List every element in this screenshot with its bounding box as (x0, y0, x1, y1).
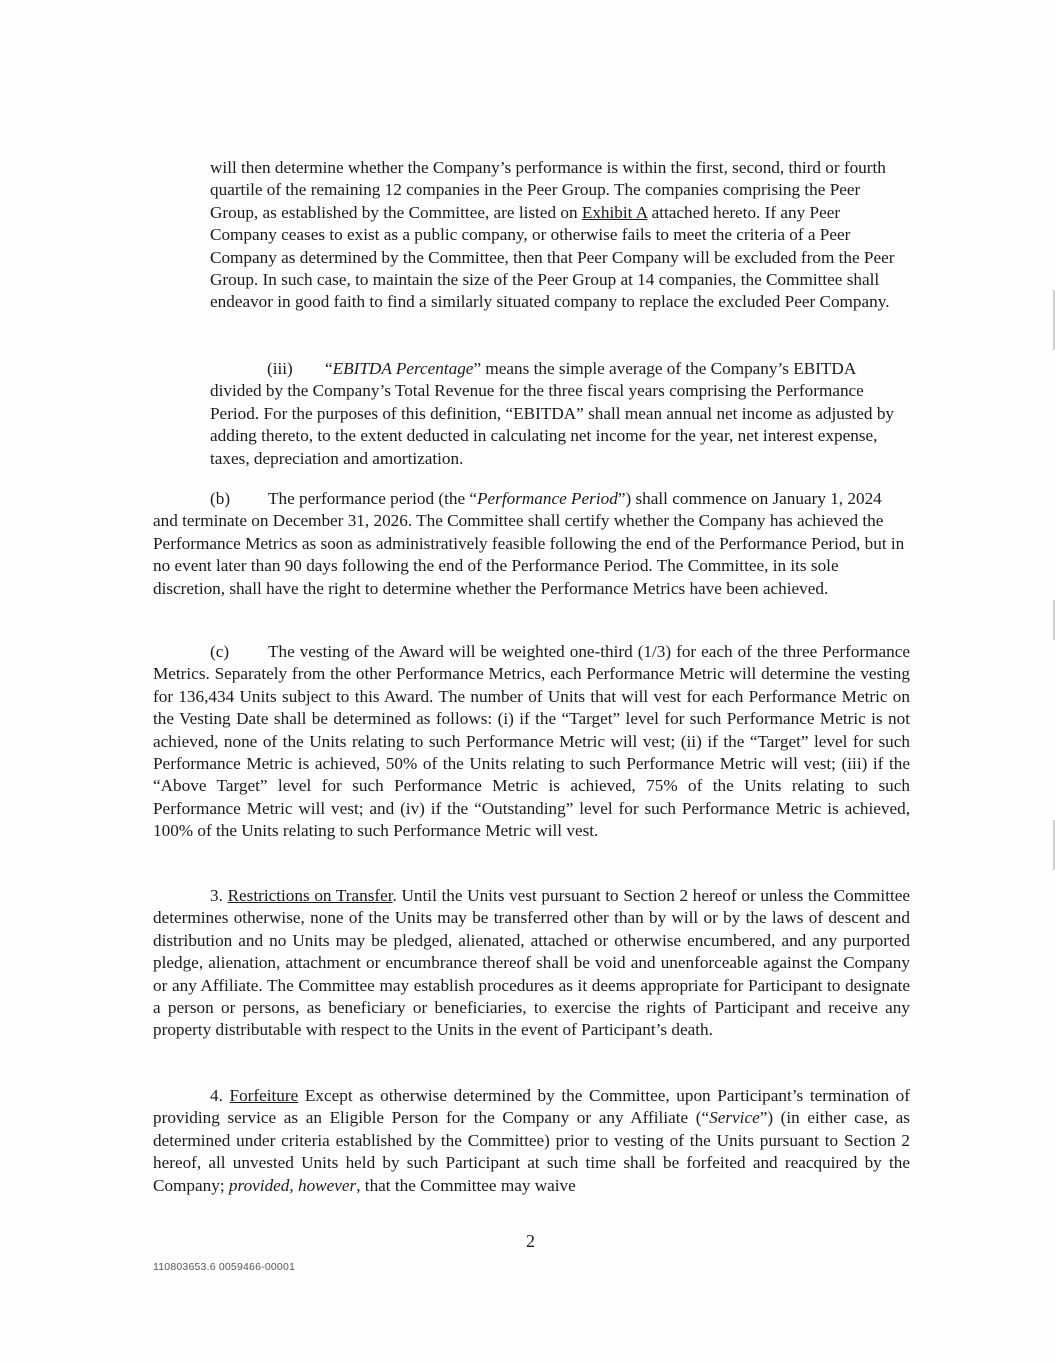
performance-period-text-a: The performance period (the “ (268, 489, 478, 508)
proviso-term: provided, however (228, 1175, 357, 1195)
paragraph-vesting-weighting (153, 641, 910, 843)
section-restrictions-on-transfer (153, 885, 910, 1042)
section-4-text-b: ”) (in either case, as determined under criteria established by the Committee) prior to vesting of the Units pursuant to Section 2 hereof, all unvested Units held by such Participant at such time shall be forfeited and reacquired by the Company; (153, 1108, 910, 1195)
performance-period-text-b: ”) shall commence on January 1, 2024 and terminate on December 31, 2026. The Committee shall certify whether the Company has achieved the Performance Metrics as soon as administratively feasible following the end of the Performance Period, but in no event later than 90 days following the end of the Performance Period. The Committee, in its sole discretion, shall have the right to determine whether the Performance Metrics have been achieved. (153, 489, 905, 598)
vesting-label: (c) (210, 642, 230, 661)
performance-period-term: Performance Period (477, 489, 618, 508)
peer-group-text-b: attached hereto. If any Peer Company ceases to exist as a public company, or otherwise fails to meet the criteria of a Peer Company as determined by the Committee, then that Peer Company will be excluded from the Peer Group. In such case, to maintain the size of the Peer Group at 14 companies, the Committee shall endeavor in good faith to find a similarly situated company to replace the excluded Peer Company. (210, 202, 895, 312)
section-4-heading: Forfeiture (229, 1086, 299, 1105)
section-3-heading: Restrictions on Transfer (227, 886, 393, 905)
ebitda-term-close-quote: ” (473, 359, 482, 378)
paragraph-peer-group (210, 157, 910, 314)
section-4-text-c: , that the Committee may waive (356, 1175, 576, 1195)
paragraph-ebitda-percentage (210, 358, 910, 470)
document-id: 110803653.6 0059466-00001 (153, 1261, 296, 1273)
section-3-text: . Until the Units vest pursuant to Section 2 hereof or unless the Committee determines otherwise, none of the Units may be transferred other than by will or by the laws of descent and distribution and no Units may be pledged, alienated, attached or otherwise encumbered, and any purported pledge, alienation, attachment or encumbrance thereof shall be void and unenforceable against the Company or any Affiliate. The Committee may establish procedures as it deems appropriate for Participant to designate a person or persons, as beneficiary or beneficiaries, to exercise the rights of Participant and receive any property distributable with respect to the Units in the event of Participant’s death. (153, 886, 910, 1040)
peer-group-text-a: will then determine whether the Company’s performance is within the first, second, third or fourth quartile of the remaining 12 companies in the Peer Group. The companies comprising the Peer Group, as established by the Committee, are listed on (210, 158, 886, 222)
ebitda-text: means the simple average of the Company’s EBITDA divided by the Company’s Total Revenue for the three fiscal years comprising the Performance Period. For the purposes of this definition, “EBITDA” shall mean annual net income as adjusted by adding thereto, to the extent deducted in calculating net income for the year, net interest expense, taxes, depreciation and amortization. (210, 359, 895, 468)
section-forfeiture (153, 1085, 910, 1197)
vesting-text: The vesting of the Award will be weighted one-third (1/3) for each of the three Performance Metrics. Separately from the other Performance Metrics, each Performance Metric will determine the vesting for 136,434 Units subject to this Award. The number of Units that will vest for each Performance Metric on the Vesting Date shall be determined as follows: (i) if the “Target” level for such Performance Metric is not achieved, none of the Units relating to such Performance Metric will vest; (ii) if the “Target” level for such Performance Metric is achieved, 50% of the Units relating to such Performance Metric will vest; (iii) if the “Above Target” level for such Performance Metric is achieved, 75% of the Units relating to such Performance Metric will vest; and (iv) if the “Outstanding” level for such Performance Metric is achieved, 100% of the Units relating to such Performance Metric will vest. (153, 642, 910, 841)
page-number: 2 (526, 1231, 535, 1251)
ebitda-term: EBITDA Percentage (332, 359, 474, 378)
service-term: Service (709, 1108, 760, 1128)
exhibit-a-link[interactable]: Exhibit A (581, 202, 648, 222)
performance-period-label: (b) (210, 489, 231, 508)
ebitda-term-open-quote: “ (325, 359, 333, 378)
ebitda-item-label: (iii) (267, 359, 293, 378)
section-3-number: 3. (210, 886, 223, 905)
paragraph-performance-period (153, 488, 910, 600)
section-4-number: 4. (210, 1086, 223, 1105)
section-4-text-a: Except as otherwise determined by the Committee, upon Participant’s termination of providing service as an Eligible Person for the Company or any Affiliate (“ (153, 1086, 910, 1128)
